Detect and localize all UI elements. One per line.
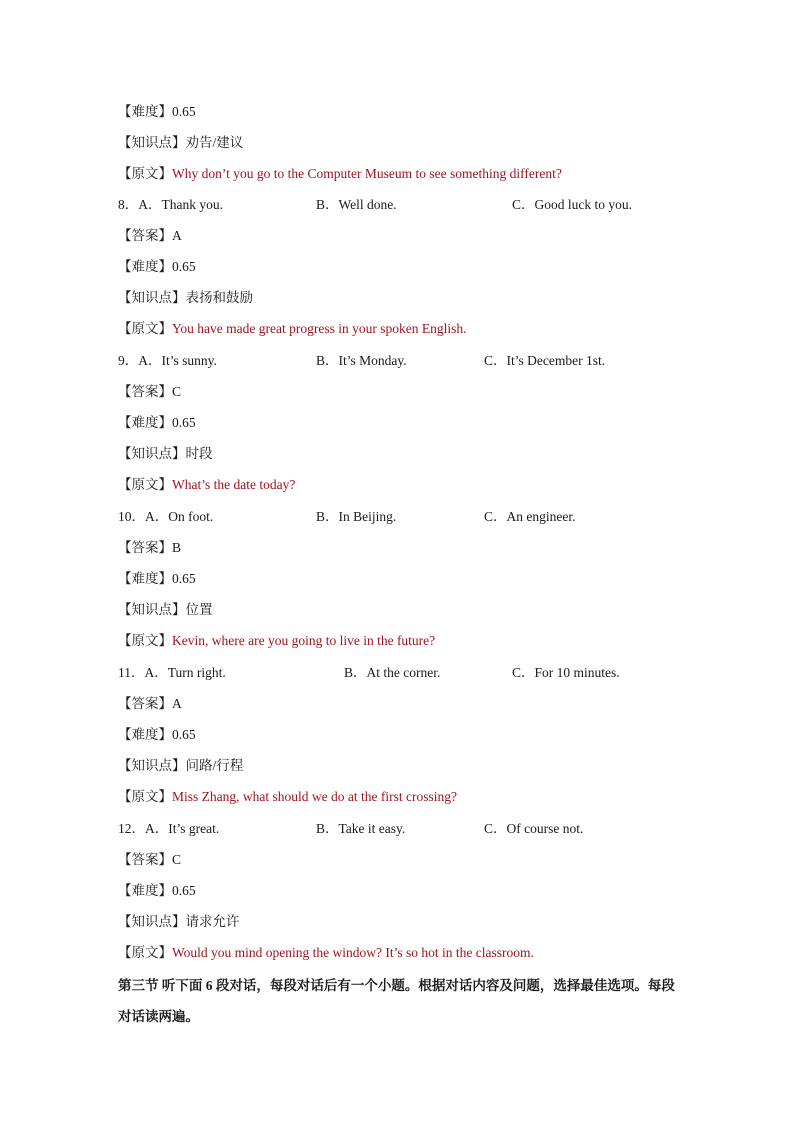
- difficulty-line: [118, 882, 196, 900]
- knowledge-line: [118, 601, 213, 619]
- difficulty-value: 0.65: [172, 259, 196, 274]
- answer-tag: 【答案】: [118, 696, 172, 711]
- answer-line: [118, 851, 181, 869]
- answer-value: C: [172, 384, 182, 399]
- difficulty-line: [118, 103, 196, 121]
- option-a: A．It’s sunny.: [138, 353, 217, 368]
- answer-line: [118, 383, 181, 401]
- answer-line: [118, 539, 181, 557]
- difficulty-tag: 【难度】: [118, 415, 172, 430]
- option-c: C．An engineer.: [484, 509, 576, 524]
- original-line: [118, 165, 562, 183]
- answer-value: B: [172, 540, 182, 555]
- original-text: Kevin, where are you going to live in the future?: [172, 633, 436, 648]
- difficulty-tag: 【难度】: [118, 571, 172, 586]
- knowledge-value: 表扬和鼓励: [185, 290, 253, 305]
- difficulty-line: [118, 414, 196, 432]
- option-c: C．For 10 minutes.: [512, 665, 620, 680]
- answer-value: C: [172, 852, 182, 867]
- knowledge-tag: 【知识点】: [118, 758, 186, 773]
- option-a: A．Turn right.: [144, 665, 226, 680]
- answer-value: A: [172, 696, 182, 711]
- difficulty-value: 0.65: [172, 571, 196, 586]
- answer-tag: 【答案】: [118, 384, 172, 399]
- difficulty-value: 0.65: [172, 883, 196, 898]
- question-9: [118, 352, 217, 370]
- original-line: [118, 788, 457, 806]
- difficulty-tag: 【难度】: [118, 104, 172, 119]
- difficulty-tag: 【难度】: [118, 883, 172, 898]
- original-text: What’s the date today?: [172, 477, 296, 492]
- difficulty-value: 0.65: [172, 104, 196, 119]
- option-b: B．Well done.: [316, 197, 397, 212]
- knowledge-value: 问路/行程: [185, 758, 244, 773]
- option-b: B．At the corner.: [344, 665, 441, 680]
- original-tag: 【原文】: [118, 633, 172, 648]
- option-b: B．Take it easy.: [316, 821, 406, 836]
- knowledge-tag: 【知识点】: [118, 446, 186, 461]
- question-8: [118, 196, 223, 214]
- knowledge-tag: 【知识点】: [118, 914, 186, 929]
- answer-tag: 【答案】: [118, 540, 172, 555]
- original-line: [118, 320, 466, 338]
- answer-line: [118, 695, 182, 713]
- question-11: [118, 664, 226, 682]
- question-12: [118, 820, 219, 838]
- original-tag: 【原文】: [118, 789, 172, 804]
- question-10: [118, 508, 213, 526]
- option-c: C．It’s December 1st.: [484, 353, 606, 368]
- original-text: Why don’t you go to the Computer Museum to see something different?: [172, 166, 562, 181]
- knowledge-tag: 【知识点】: [118, 290, 186, 305]
- difficulty-value: 0.65: [172, 727, 196, 742]
- question-number: 9．: [118, 353, 139, 368]
- knowledge-line: [118, 289, 253, 307]
- original-tag: 【原文】: [118, 477, 172, 492]
- option-c: C．Good luck to you.: [512, 197, 632, 212]
- difficulty-tag: 【难度】: [118, 727, 172, 742]
- knowledge-value: 劝告/建议: [185, 135, 244, 150]
- original-line: [118, 632, 435, 650]
- original-line: [118, 944, 534, 962]
- original-tag: 【原文】: [118, 166, 172, 181]
- knowledge-line: [118, 134, 243, 152]
- answer-value: A: [172, 228, 182, 243]
- option-b: B．In Beijing.: [316, 509, 397, 524]
- question-number: 12．: [118, 821, 145, 836]
- answer-tag: 【答案】: [118, 852, 172, 867]
- knowledge-line: [118, 445, 213, 463]
- difficulty-tag: 【难度】: [118, 259, 172, 274]
- answer-line: [118, 227, 182, 245]
- difficulty-line: [118, 258, 196, 276]
- knowledge-tag: 【知识点】: [118, 135, 186, 150]
- question-number: 11．: [118, 665, 145, 680]
- question-number: 10．: [118, 509, 145, 524]
- option-a: A．On foot.: [145, 509, 214, 524]
- original-tag: 【原文】: [118, 945, 172, 960]
- option-a: A．Thank you.: [138, 197, 223, 212]
- knowledge-value: 时段: [185, 446, 213, 461]
- original-line: [118, 476, 295, 494]
- answer-tag: 【答案】: [118, 228, 172, 243]
- original-text: You have made great progress in your spoken English.: [172, 321, 467, 336]
- difficulty-value: 0.65: [172, 415, 196, 430]
- knowledge-line: [118, 913, 240, 931]
- knowledge-value: 请求允许: [185, 914, 240, 929]
- knowledge-tag: 【知识点】: [118, 602, 186, 617]
- knowledge-value: 位置: [185, 602, 213, 617]
- section-heading: 第三节 听下面 6 段对话，每段对话后有一个小题。根据对话内容及问题，选择最佳选项。每段对话读两遍。: [118, 978, 675, 1024]
- option-c: C．Of course not.: [484, 821, 584, 836]
- difficulty-line: [118, 726, 196, 744]
- original-text: Miss Zhang, what should we do at the first crossing?: [172, 789, 457, 804]
- knowledge-line: [118, 757, 243, 775]
- original-text: Would you mind opening the window? It’s so hot in the classroom.: [172, 945, 534, 960]
- option-b: B．It’s Monday.: [316, 353, 407, 368]
- difficulty-line: [118, 570, 196, 588]
- original-tag: 【原文】: [118, 321, 172, 336]
- question-number: 8．: [118, 197, 139, 212]
- option-a: A．It’s great.: [145, 821, 220, 836]
